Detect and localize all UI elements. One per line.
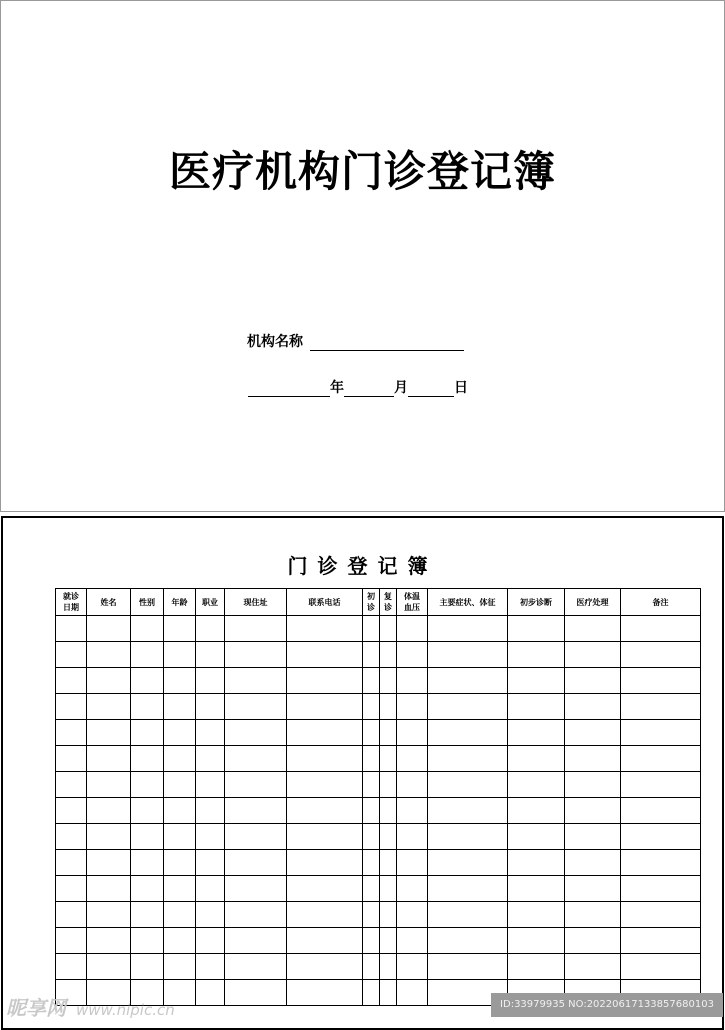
table-cell[interactable] — [287, 772, 363, 798]
table-cell[interactable] — [196, 850, 225, 876]
table-cell[interactable] — [87, 720, 131, 746]
table-cell[interactable] — [363, 798, 380, 824]
table-cell[interactable] — [56, 694, 87, 720]
table-row — [56, 902, 701, 928]
col-phone: 联系电话 — [287, 589, 363, 616]
year-line[interactable] — [248, 382, 330, 397]
table-cell[interactable] — [56, 668, 87, 694]
table-cell[interactable] — [428, 954, 508, 980]
table-cell[interactable] — [196, 642, 225, 668]
table-cell[interactable] — [164, 720, 196, 746]
table-cell[interactable] — [225, 954, 287, 980]
table-cell[interactable] — [164, 850, 196, 876]
table-cell[interactable] — [621, 720, 701, 746]
cover-title: 医疗机构门诊登记簿 — [168, 147, 556, 196]
table-cell[interactable] — [164, 694, 196, 720]
table-cell[interactable] — [363, 694, 380, 720]
table-cell[interactable] — [363, 772, 380, 798]
table-cell[interactable] — [287, 850, 363, 876]
table-cell[interactable] — [508, 642, 565, 668]
table-cell[interactable] — [87, 954, 131, 980]
table-cell[interactable] — [621, 902, 701, 928]
table-cell[interactable] — [428, 720, 508, 746]
table-cell[interactable] — [87, 668, 131, 694]
table-cell[interactable] — [565, 902, 621, 928]
cover-page — [0, 0, 725, 512]
table-cell[interactable] — [397, 928, 428, 954]
org-name-line[interactable] — [310, 336, 464, 351]
table-cell[interactable] — [287, 824, 363, 850]
table-cell[interactable] — [131, 850, 164, 876]
table-cell[interactable] — [164, 668, 196, 694]
table-cell[interactable] — [380, 980, 397, 1006]
table-cell[interactable] — [196, 954, 225, 980]
table-cell[interactable] — [131, 928, 164, 954]
table-cell[interactable] — [565, 772, 621, 798]
table-cell[interactable] — [131, 642, 164, 668]
table-cell[interactable] — [565, 642, 621, 668]
table-cell[interactable] — [621, 642, 701, 668]
watermark-logo — [6, 992, 175, 1021]
table-cell[interactable] — [565, 668, 621, 694]
col-diagnosis: 初步诊断 — [508, 589, 565, 616]
table-row — [56, 954, 701, 980]
table-cell[interactable] — [508, 746, 565, 772]
table-cell[interactable] — [363, 876, 380, 902]
table-cell[interactable] — [428, 902, 508, 928]
table-cell[interactable] — [565, 876, 621, 902]
table-cell[interactable] — [87, 876, 131, 902]
table-cell[interactable] — [225, 798, 287, 824]
table-cell[interactable] — [131, 616, 164, 642]
table-cell[interactable] — [428, 798, 508, 824]
table-cell[interactable] — [287, 746, 363, 772]
table-cell[interactable] — [87, 746, 131, 772]
table-cell[interactable] — [56, 720, 87, 746]
table-cell[interactable] — [164, 746, 196, 772]
table-cell[interactable] — [508, 876, 565, 902]
date-field — [248, 377, 468, 397]
col-visit-date: 就诊 日期 — [56, 589, 87, 616]
table-cell[interactable] — [508, 902, 565, 928]
table-cell[interactable] — [164, 616, 196, 642]
table-cell[interactable] — [621, 746, 701, 772]
table-row — [56, 824, 701, 850]
col-age: 年龄 — [164, 589, 196, 616]
table-cell[interactable] — [380, 668, 397, 694]
table-cell[interactable] — [225, 746, 287, 772]
table-cell[interactable] — [56, 798, 87, 824]
table-cell[interactable] — [508, 616, 565, 642]
table-cell[interactable] — [56, 746, 87, 772]
watermark-id-bar: ID:33979935 NO:20220617133857680103 — [491, 993, 723, 1017]
table-cell[interactable] — [56, 616, 87, 642]
table-cell[interactable] — [565, 746, 621, 772]
table-cell[interactable] — [397, 876, 428, 902]
table-cell[interactable] — [287, 876, 363, 902]
table-cell[interactable] — [428, 876, 508, 902]
table-row — [56, 668, 701, 694]
table-cell[interactable] — [565, 850, 621, 876]
table-cell[interactable] — [380, 616, 397, 642]
table-cell[interactable] — [621, 694, 701, 720]
register-sheet — [1, 516, 724, 1030]
table-cell[interactable] — [225, 876, 287, 902]
table-cell[interactable] — [397, 616, 428, 642]
table-cell[interactable] — [363, 954, 380, 980]
col-occupation: 职业 — [196, 589, 225, 616]
table-cell[interactable] — [428, 824, 508, 850]
table-cell[interactable] — [428, 928, 508, 954]
table-cell[interactable] — [508, 954, 565, 980]
col-symptoms: 主要症状、体征 — [428, 589, 508, 616]
table-cell[interactable] — [287, 668, 363, 694]
table-cell[interactable] — [87, 798, 131, 824]
table-cell[interactable] — [56, 850, 87, 876]
table-cell[interactable] — [131, 954, 164, 980]
table-cell[interactable] — [621, 850, 701, 876]
table-cell[interactable] — [56, 824, 87, 850]
col-revisit: 复 诊 — [380, 589, 397, 616]
table-cell[interactable] — [287, 928, 363, 954]
table-cell[interactable] — [131, 668, 164, 694]
table-row — [56, 694, 701, 720]
table-cell[interactable] — [56, 642, 87, 668]
table-cell[interactable] — [164, 954, 196, 980]
watermark-brand: 昵享网 — [6, 996, 66, 1020]
table-cell[interactable] — [380, 642, 397, 668]
table-cell[interactable] — [508, 694, 565, 720]
table-row — [56, 616, 701, 642]
table-cell[interactable] — [225, 720, 287, 746]
table-cell[interactable] — [508, 772, 565, 798]
table-cell[interactable] — [397, 798, 428, 824]
table-cell[interactable] — [164, 824, 196, 850]
table-cell[interactable] — [196, 668, 225, 694]
register-table — [55, 588, 701, 1006]
table-cell[interactable] — [397, 642, 428, 668]
col-address: 现住址 — [225, 589, 287, 616]
table-cell[interactable] — [508, 850, 565, 876]
table-cell[interactable] — [565, 694, 621, 720]
table-cell[interactable] — [428, 642, 508, 668]
table-cell[interactable] — [87, 928, 131, 954]
table-cell[interactable] — [380, 824, 397, 850]
table-cell[interactable] — [621, 616, 701, 642]
table-cell[interactable] — [363, 850, 380, 876]
table-cell[interactable] — [196, 720, 225, 746]
register-title: 门诊登记簿 — [287, 554, 438, 578]
table-cell[interactable] — [56, 954, 87, 980]
table-cell[interactable] — [196, 746, 225, 772]
table-cell[interactable] — [508, 824, 565, 850]
table-cell[interactable] — [225, 772, 287, 798]
table-cell[interactable] — [363, 668, 380, 694]
table-cell[interactable] — [287, 616, 363, 642]
table-cell[interactable] — [164, 928, 196, 954]
table-cell[interactable] — [131, 902, 164, 928]
table-cell[interactable] — [196, 616, 225, 642]
table-cell[interactable] — [87, 850, 131, 876]
table-cell[interactable] — [87, 772, 131, 798]
table-row — [56, 850, 701, 876]
table-cell[interactable] — [56, 772, 87, 798]
table-cell[interactable] — [508, 928, 565, 954]
table-cell[interactable] — [363, 928, 380, 954]
day-line[interactable] — [408, 382, 454, 397]
table-row — [56, 798, 701, 824]
table-row — [56, 928, 701, 954]
table-cell[interactable] — [164, 772, 196, 798]
table-cell[interactable] — [131, 720, 164, 746]
table-cell[interactable] — [363, 616, 380, 642]
table-cell[interactable] — [565, 616, 621, 642]
table-cell[interactable] — [196, 876, 225, 902]
table-cell[interactable] — [225, 980, 287, 1006]
table-cell[interactable] — [164, 902, 196, 928]
table-cell[interactable] — [56, 928, 87, 954]
table-cell[interactable] — [380, 928, 397, 954]
table-cell[interactable] — [363, 824, 380, 850]
table-cell[interactable] — [508, 668, 565, 694]
table-cell[interactable] — [164, 876, 196, 902]
table-cell[interactable] — [428, 694, 508, 720]
table-cell[interactable] — [380, 876, 397, 902]
table-cell[interactable] — [87, 642, 131, 668]
table-cell[interactable] — [428, 772, 508, 798]
table-cell[interactable] — [87, 616, 131, 642]
watermark-site: www.nipic.cn — [76, 1001, 175, 1019]
table-cell[interactable] — [225, 694, 287, 720]
table-cell[interactable] — [131, 772, 164, 798]
table-cell[interactable] — [621, 668, 701, 694]
org-name-field — [247, 331, 464, 351]
table-cell[interactable] — [397, 772, 428, 798]
table-cell[interactable] — [565, 824, 621, 850]
table-cell[interactable] — [225, 642, 287, 668]
table-cell[interactable] — [287, 642, 363, 668]
col-temp-bp: 体温 血压 — [397, 589, 428, 616]
table-cell[interactable] — [225, 668, 287, 694]
table-cell[interactable] — [287, 902, 363, 928]
table-cell[interactable] — [87, 902, 131, 928]
table-cell[interactable] — [565, 954, 621, 980]
month-line[interactable] — [344, 382, 394, 397]
table-cell[interactable] — [363, 746, 380, 772]
table-cell[interactable] — [131, 694, 164, 720]
table-cell[interactable] — [196, 798, 225, 824]
table-cell[interactable] — [196, 902, 225, 928]
table-cell[interactable] — [87, 824, 131, 850]
table-cell[interactable] — [621, 876, 701, 902]
table-cell[interactable] — [363, 980, 380, 1006]
table-cell[interactable] — [380, 694, 397, 720]
table-row — [56, 720, 701, 746]
table-cell[interactable] — [428, 850, 508, 876]
table-cell[interactable] — [397, 980, 428, 1006]
table-cell[interactable] — [87, 694, 131, 720]
table-row — [56, 746, 701, 772]
table-cell[interactable] — [428, 746, 508, 772]
table-cell[interactable] — [287, 798, 363, 824]
table-row — [56, 772, 701, 798]
table-cell[interactable] — [225, 824, 287, 850]
table-cell[interactable] — [380, 746, 397, 772]
table-row — [56, 876, 701, 902]
table-cell[interactable] — [380, 954, 397, 980]
table-cell[interactable] — [397, 850, 428, 876]
table-cell[interactable] — [621, 798, 701, 824]
table-cell[interactable] — [380, 772, 397, 798]
table-cell[interactable] — [363, 902, 380, 928]
table-cell[interactable] — [508, 798, 565, 824]
table-cell[interactable] — [397, 824, 428, 850]
table-cell[interactable] — [287, 980, 363, 1006]
table-cell[interactable] — [380, 850, 397, 876]
table-cell[interactable] — [397, 902, 428, 928]
table-cell[interactable] — [164, 642, 196, 668]
table-cell[interactable] — [196, 772, 225, 798]
table-cell[interactable] — [397, 668, 428, 694]
table-cell[interactable] — [225, 928, 287, 954]
col-remarks: 备注 — [621, 589, 701, 616]
table-cell[interactable] — [363, 642, 380, 668]
table-cell[interactable] — [621, 954, 701, 980]
col-name: 姓名 — [87, 589, 131, 616]
table-cell[interactable] — [131, 824, 164, 850]
table-cell[interactable] — [131, 798, 164, 824]
table-cell[interactable] — [565, 798, 621, 824]
day-label: 日 — [454, 380, 468, 396]
table-cell[interactable] — [428, 616, 508, 642]
table-cell[interactable] — [225, 850, 287, 876]
col-first-visit: 初 诊 — [363, 589, 380, 616]
year-label: 年 — [330, 380, 344, 396]
table-cell[interactable] — [56, 902, 87, 928]
table-cell[interactable] — [287, 720, 363, 746]
table-cell[interactable] — [397, 954, 428, 980]
table-cell[interactable] — [131, 876, 164, 902]
table-cell[interactable] — [380, 798, 397, 824]
col-treatment: 医疗处理 — [565, 589, 621, 616]
table-cell[interactable] — [196, 694, 225, 720]
table-cell[interactable] — [621, 824, 701, 850]
table-cell[interactable] — [56, 876, 87, 902]
org-name-label: 机构名称 — [247, 334, 303, 350]
table-cell[interactable] — [363, 720, 380, 746]
table-cell[interactable] — [225, 902, 287, 928]
header-row — [56, 589, 701, 616]
table-cell[interactable] — [397, 720, 428, 746]
table-cell[interactable] — [397, 694, 428, 720]
register-body — [56, 616, 701, 1006]
table-cell[interactable] — [287, 954, 363, 980]
col-gender: 性别 — [131, 589, 164, 616]
table-cell[interactable] — [397, 746, 428, 772]
table-cell[interactable] — [164, 798, 196, 824]
table-cell[interactable] — [196, 824, 225, 850]
table-cell[interactable] — [196, 928, 225, 954]
month-label: 月 — [394, 380, 408, 396]
table-cell[interactable] — [621, 928, 701, 954]
table-row — [56, 642, 701, 668]
table-cell[interactable] — [287, 694, 363, 720]
table-cell[interactable] — [565, 928, 621, 954]
table-cell[interactable] — [225, 616, 287, 642]
table-cell[interactable] — [380, 720, 397, 746]
table-cell[interactable] — [428, 668, 508, 694]
table-cell[interactable] — [508, 720, 565, 746]
table-cell[interactable] — [380, 902, 397, 928]
table-cell[interactable] — [196, 980, 225, 1006]
table-cell[interactable] — [565, 720, 621, 746]
table-cell[interactable] — [621, 772, 701, 798]
table-cell[interactable] — [131, 746, 164, 772]
